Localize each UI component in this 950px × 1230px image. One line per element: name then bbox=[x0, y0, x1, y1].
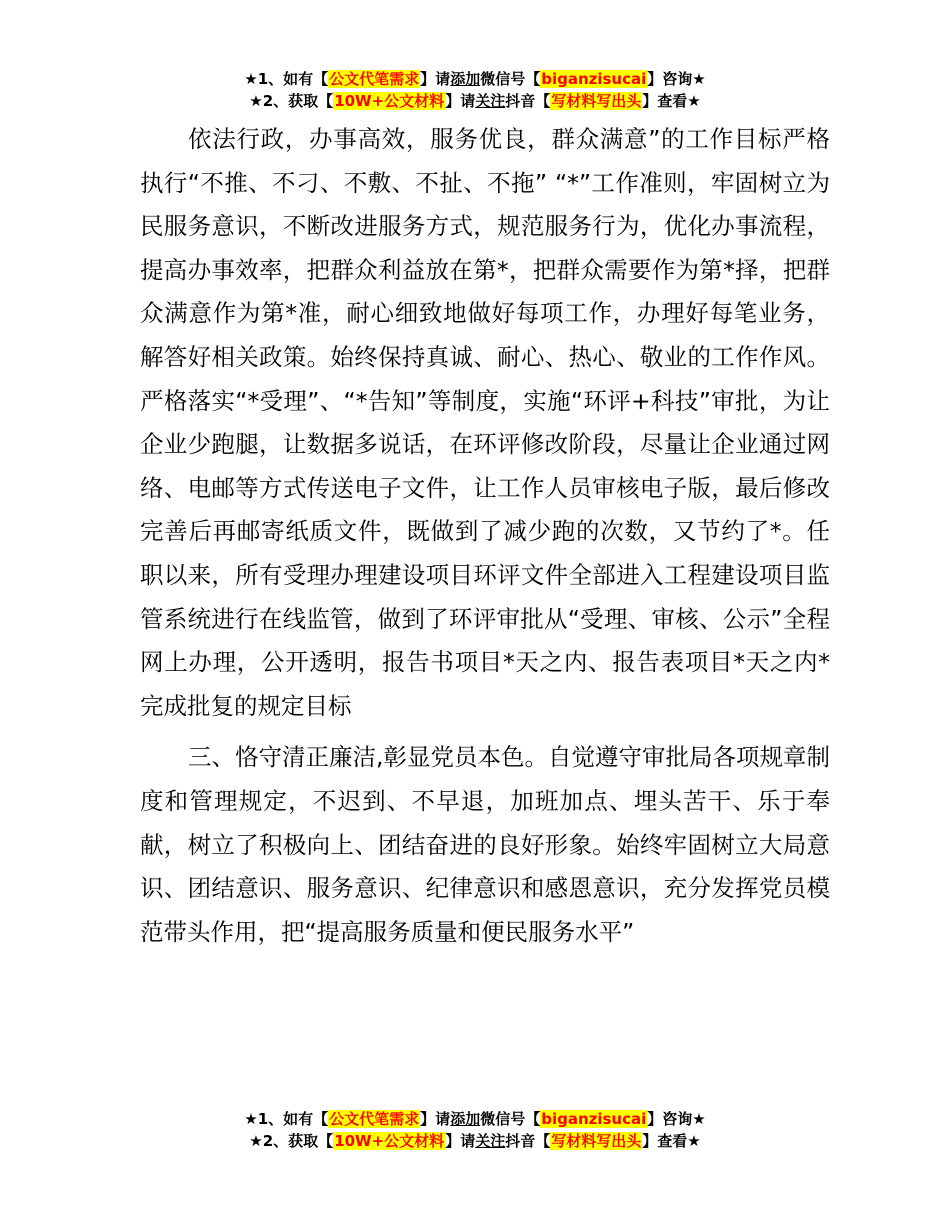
banner-text: 抖音【 bbox=[505, 92, 551, 110]
banner-highlight: 写材料写出头 bbox=[551, 92, 642, 110]
banner-text: ★1、如有【 bbox=[244, 1110, 329, 1128]
banner-text: 】查看★ bbox=[642, 92, 701, 110]
banner-text: 】咨询★ bbox=[647, 1110, 706, 1128]
banner-text: 微信号【 bbox=[480, 1110, 541, 1128]
banner-text: ★2、获取【 bbox=[249, 1132, 334, 1150]
banner-text: 】请 bbox=[420, 1110, 451, 1128]
banner-highlight: 公文代笔需求 bbox=[329, 70, 420, 88]
paragraph-1: 依法行政，办事高效，服务优良，群众满意”的工作目标严格执行“不推、不刁、不敷、不扯、不拖” “*”工作准则，牢固树立为民服务意识，不断改进服务方式，规范服务行为，优化办事流程，提高办事效率，把群众利益放在第*，把群众需要作为第*择，把群众满意作为第*准，耐心细致地做好每项工作，办理好每笔业务，解答好相关政策。始终保持真诚、耐心、热心、敬业的工作作风。严格落实“*受理”、“*告知”等制度，实施“环评+科技”审批，为让企业少跑腿，让数据多说话，在环评修改阶段，尽量让企业通过网络、电邮等方式传送电子文件，让工作人员审核电子版，最后修改完善后再邮寄纸质文件，既做到了减少跑的次数，又节约了*。任职以来，所有受理办理建设项目环评文件全部进入工程建设项目监管系统进行在线监管，做到了环评审批从“受理、审核、公示”全程网上办理，公开透明，报告书项目*天之内、报告表项目*天之内*完成批复的规定目标 bbox=[140, 125, 830, 720]
banner-text: 微信号【 bbox=[480, 70, 541, 88]
banner-underline: 关注 bbox=[475, 1132, 506, 1150]
banner-text: 抖音【 bbox=[505, 1132, 551, 1150]
banner-text: 】请 bbox=[420, 70, 451, 88]
banner-text: ★1、如有【 bbox=[244, 70, 329, 88]
footer-banner-line-1 bbox=[0, 1108, 950, 1130]
banner-underline: 添加 bbox=[450, 1110, 481, 1128]
banner-text: ★2、获取【 bbox=[249, 92, 334, 110]
document-body bbox=[140, 118, 830, 954]
footer-banner-line-2 bbox=[0, 1130, 950, 1152]
header-banner-line-2 bbox=[0, 90, 950, 112]
banner-text: 】请 bbox=[445, 1132, 476, 1150]
banner-highlight: 公文代笔需求 bbox=[329, 1110, 420, 1128]
banner-highlight: biganzisucai bbox=[541, 70, 647, 88]
banner-highlight: 写材料写出头 bbox=[551, 1132, 642, 1150]
banner-text: 】请 bbox=[445, 92, 476, 110]
banner-highlight: 10W+公文材料 bbox=[334, 92, 445, 110]
banner-highlight: biganzisucai bbox=[541, 1110, 647, 1128]
header-banner bbox=[0, 68, 950, 112]
banner-underline: 添加 bbox=[450, 70, 481, 88]
banner-highlight: 10W+公文材料 bbox=[334, 1132, 445, 1150]
footer-banner bbox=[0, 1108, 950, 1152]
banner-text: 】咨询★ bbox=[647, 70, 706, 88]
banner-text: 】查看★ bbox=[642, 1132, 701, 1150]
header-banner-line-1 bbox=[0, 68, 950, 90]
banner-underline: 关注 bbox=[475, 92, 506, 110]
paragraph-2: 三、恪守清正廉洁,彰显党员本色。自觉遵守审批局各项规章制度和管理规定，不迟到、不早退，加班加点、埋头苦干、乐于奉献，树立了积极向上、团结奋进的良好形象。始终牢固树立大局意识、团结意识、服务意识、纪律意识和感恩意识，充分发挥党员模范带头作用，把“提高服务质量和便民服务水平” bbox=[140, 743, 830, 946]
